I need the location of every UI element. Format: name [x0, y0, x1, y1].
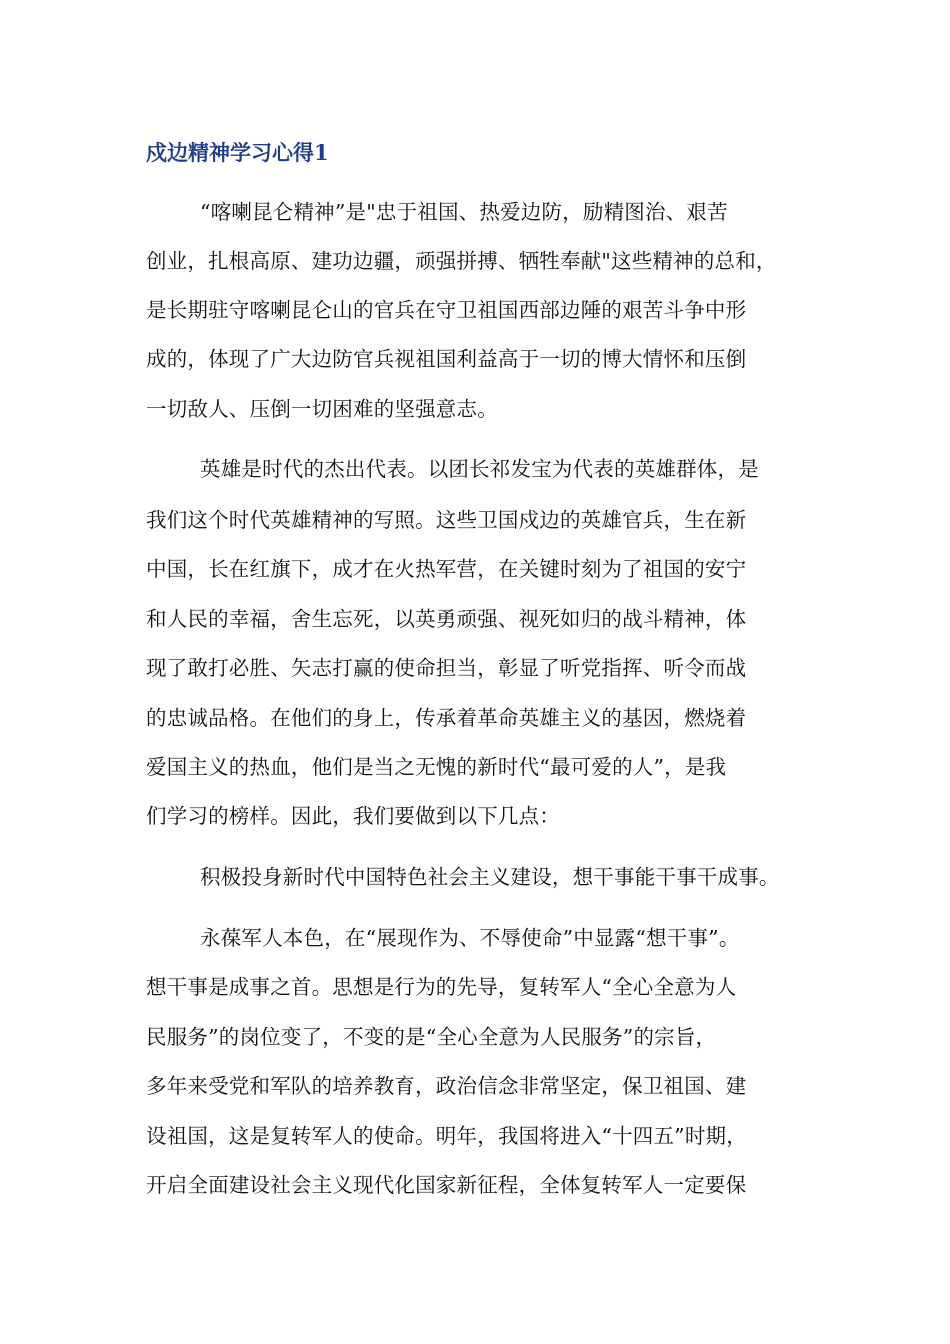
paragraph-line: 一切敌人、压倒一切困难的坚强意志。: [146, 397, 498, 421]
paragraph-line: 永葆军人本色，在“展现作为、不辱使命”中显露“想干事”。: [200, 926, 740, 950]
paragraph-line: 多年来受党和军队的培养教育，政治信念非常坚定，保卫祖国、建: [146, 1074, 747, 1098]
paragraph-line: 英雄是时代的杰出代表。以团长祁发宝为代表的英雄群体，是: [200, 457, 759, 481]
paragraph-line: 想干事是成事之首。思想是行为的先导，复转军人“全心全意为人: [146, 975, 737, 999]
paragraph-line: 创业，扎根高原、建功边疆，顽强拼搏、牺牲奉献"这些精神的总和，: [146, 249, 777, 273]
paragraph-line: “喀喇昆仑精神”是"忠于祖国、热爱边防，励精图治、艰苦: [200, 200, 728, 224]
paragraph-line: 现了敢打必胜、矢志打赢的使命担当，彰显了听党指挥、听令而战: [146, 656, 747, 680]
paragraph-line: 我们这个时代英雄精神的写照。这些卫国戍边的英雄官兵，生在新: [146, 508, 747, 532]
paragraph-line: 积极投身新时代中国特色社会主义建设，想干事能干事干成事。: [200, 865, 780, 889]
paragraph-line: 中国，长在红旗下，成才在火热军营，在关键时刻为了祖国的安宁: [146, 557, 747, 581]
paragraph-line: 们学习的榜样。因此，我们要做到以下几点：: [146, 804, 560, 828]
paragraph-line: 民服务”的岗位变了，不变的是“全心全意为人民服务”的宗旨，: [146, 1025, 717, 1049]
paragraph-line: 成的，体现了广大边防官兵视祖国利益高于一切的博大情怀和压倒: [146, 347, 747, 371]
paragraph-line: 爱国主义的热血，他们是当之无愧的新时代“最可爱的人”，是我: [146, 755, 727, 779]
paragraph-line: 设祖国，这是复转军人的使命。明年，我国将进入“十四五”时期，: [146, 1124, 747, 1148]
paragraph-line: 是长期驻守喀喇昆仑山的官兵在守卫祖国西部边陲的艰苦斗争中形: [146, 298, 747, 322]
paragraph-line: 开启全面建设社会主义现代化国家新征程，全体复转军人一定要保: [146, 1173, 747, 1197]
document-title: 戍边精神学习心得1: [146, 140, 329, 165]
paragraph-line: 和人民的幸福，舍生忘死，以英勇顽强、视死如归的战斗精神，体: [146, 607, 747, 631]
paragraph-line: 的忠诚品格。在他们的身上，传承着革命英雄主义的基因，燃烧着: [146, 706, 747, 730]
